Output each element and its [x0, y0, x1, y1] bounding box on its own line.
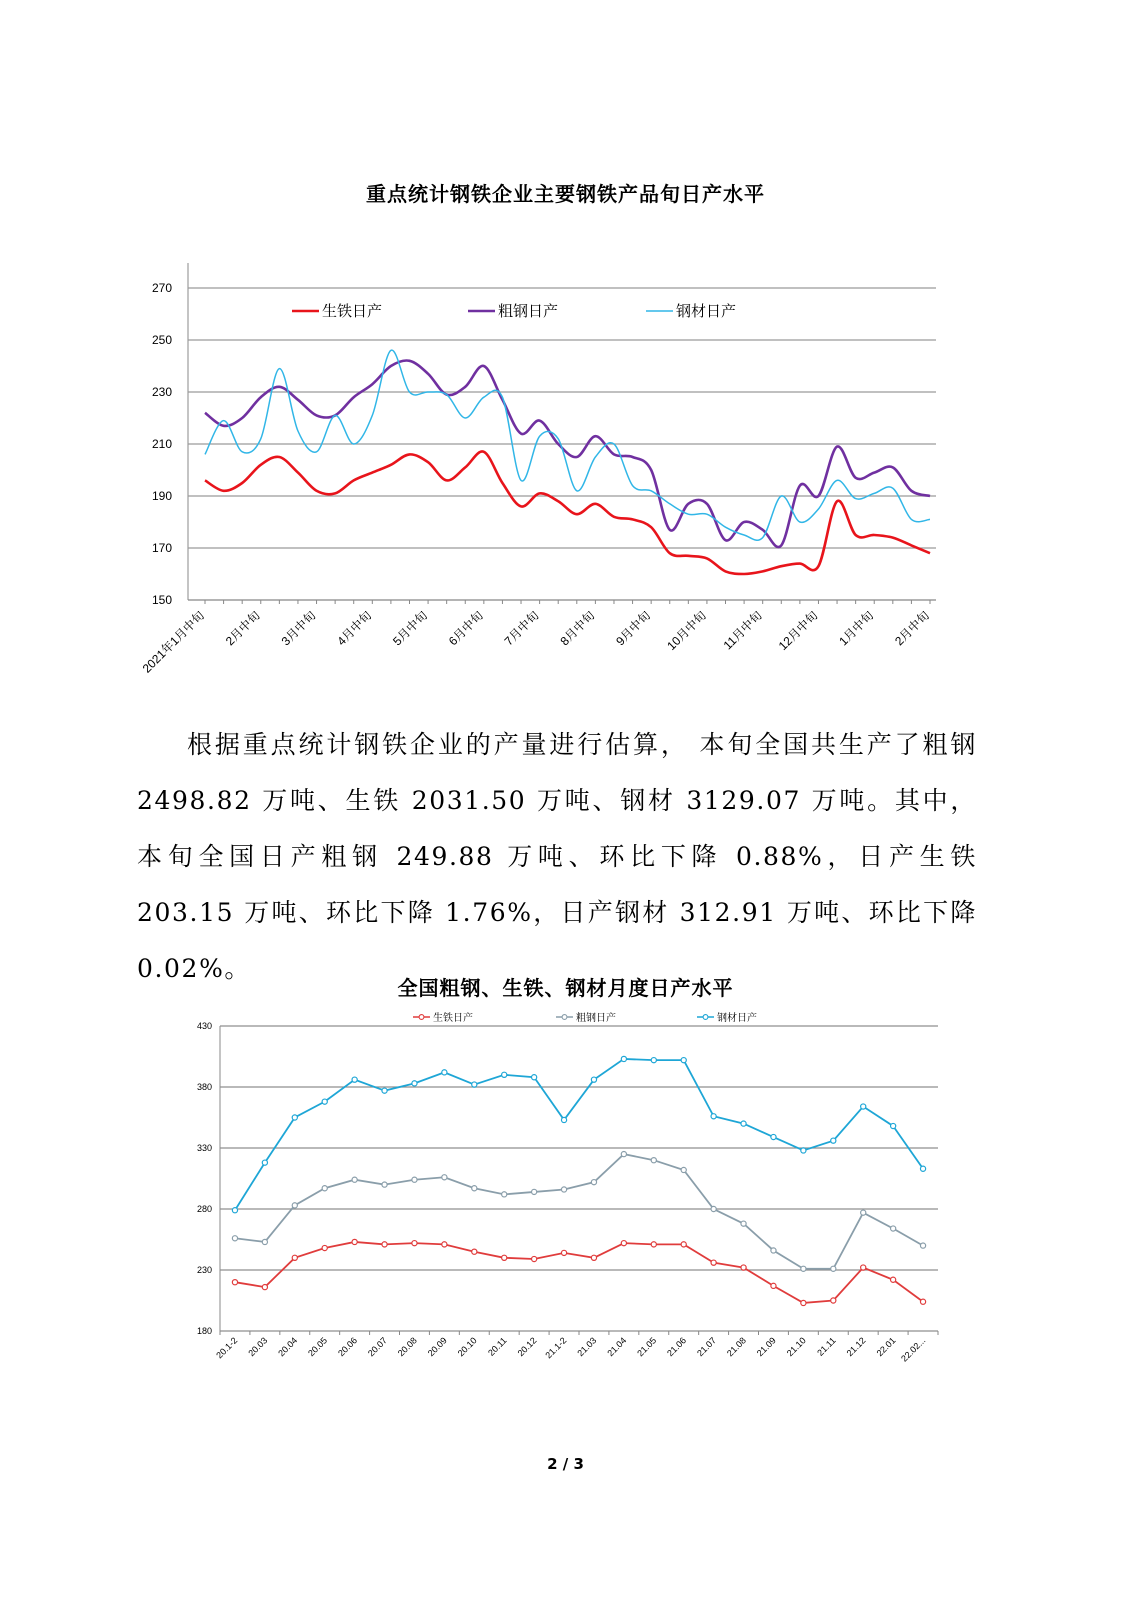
legend-label: 生铁日产 — [322, 302, 383, 320]
series-line-1 — [235, 1242, 923, 1303]
y-tick-label: 190 — [151, 489, 172, 503]
body-paragraph — [137, 717, 977, 997]
data-point — [442, 1242, 447, 1247]
legend-label: 钢材日产 — [717, 1013, 757, 1024]
data-point — [711, 1260, 716, 1265]
data-point — [801, 1266, 806, 1271]
chart1-daily-output-10day — [0, 250, 1131, 700]
series-line-1 — [205, 451, 930, 574]
data-point — [741, 1121, 746, 1126]
x-tick-label: 21.1-2 — [543, 1335, 569, 1361]
x-tick-label: 20.05 — [306, 1335, 330, 1359]
legend-label: 钢材日产 — [676, 302, 737, 320]
y-tick-label: 230 — [196, 1265, 212, 1275]
data-point — [591, 1180, 596, 1185]
data-point — [561, 1250, 566, 1255]
x-tick-label: 20.04 — [276, 1335, 300, 1359]
data-point — [651, 1058, 656, 1063]
x-tick-label: 21.09 — [754, 1335, 778, 1359]
data-point — [442, 1175, 447, 1180]
data-point — [681, 1058, 686, 1063]
data-point — [232, 1208, 237, 1213]
x-tick-label: 20.08 — [395, 1335, 419, 1359]
y-tick-label: 210 — [151, 437, 172, 451]
x-tick-label: 20.10 — [455, 1335, 479, 1359]
data-point — [412, 1081, 417, 1086]
data-point — [262, 1160, 267, 1165]
x-tick-label: 21.08 — [724, 1335, 748, 1359]
data-point — [352, 1077, 357, 1082]
x-tick-label: 10月中旬 — [664, 608, 710, 654]
x-tick-label: 5月中旬 — [390, 608, 431, 649]
data-point — [561, 1117, 566, 1122]
data-point — [771, 1134, 776, 1139]
x-tick-label: 7月中旬 — [501, 608, 542, 649]
y-tick-label: 270 — [151, 281, 172, 295]
data-point — [591, 1255, 596, 1260]
series-line-2 — [235, 1154, 923, 1269]
x-tick-label: 20.12 — [515, 1335, 539, 1359]
x-tick-label: 20.11 — [486, 1335, 509, 1358]
x-tick-label: 2月中旬 — [222, 608, 263, 649]
x-tick-label: 2月中旬 — [892, 608, 933, 649]
data-point — [561, 1187, 566, 1192]
data-point — [771, 1248, 776, 1253]
data-point — [621, 1056, 626, 1061]
data-point — [412, 1177, 417, 1182]
data-point — [502, 1255, 507, 1260]
data-point — [621, 1241, 626, 1246]
x-tick-label: 2021年1月中旬 — [139, 608, 208, 676]
x-tick-label: 20.03 — [246, 1335, 270, 1359]
y-tick-label: 150 — [151, 593, 172, 607]
data-point — [741, 1221, 746, 1226]
x-tick-label: 20.06 — [336, 1335, 360, 1359]
x-tick-label: 21.11 — [815, 1335, 838, 1358]
data-point — [472, 1082, 477, 1087]
x-tick-label: 6月中旬 — [445, 608, 486, 649]
legend-marker — [703, 1015, 708, 1020]
data-point — [322, 1245, 327, 1250]
series-line-3 — [235, 1059, 923, 1210]
legend-marker — [562, 1015, 567, 1020]
data-point — [801, 1148, 806, 1153]
x-tick-label: 3月中旬 — [278, 608, 319, 649]
data-point — [382, 1242, 387, 1247]
data-point — [920, 1166, 925, 1171]
x-tick-label: 21.03 — [575, 1335, 599, 1359]
x-tick-label: 8月中旬 — [557, 608, 598, 649]
paragraph-text: 根据重点统计钢铁企业的产量进行估算， 本旬全国共生产了粗钢 2498.82 万吨、生铁 2031.50 万吨、钢材 3129.07 万吨。其中，本旬全国日产粗钢 249.88 万吨、环比下降 0.88%，日产生铁 203.15 万吨、环比下降 1.76%，日产钢材 312.91 万吨、环比下降 0.02%。 — [137, 730, 977, 983]
data-point — [502, 1072, 507, 1077]
x-tick-label: 21.12 — [844, 1335, 868, 1359]
x-tick-label: 11月中旬 — [720, 608, 765, 653]
x-tick-label: 20.09 — [425, 1335, 449, 1359]
y-tick-label: 230 — [151, 385, 172, 399]
data-point — [262, 1239, 267, 1244]
data-point — [651, 1242, 656, 1247]
data-point — [322, 1099, 327, 1104]
data-point — [292, 1115, 297, 1120]
data-point — [741, 1265, 746, 1270]
data-point — [472, 1249, 477, 1254]
y-tick-label: 430 — [196, 1021, 212, 1031]
data-point — [861, 1265, 866, 1270]
data-point — [232, 1280, 237, 1285]
data-point — [891, 1226, 896, 1231]
data-point — [861, 1104, 866, 1109]
x-tick-label: 9月中旬 — [613, 608, 654, 649]
data-point — [861, 1210, 866, 1215]
x-tick-label: 21.10 — [784, 1335, 808, 1359]
data-point — [711, 1114, 716, 1119]
data-point — [591, 1077, 596, 1082]
data-point — [262, 1284, 267, 1289]
data-point — [322, 1186, 327, 1191]
legend-label: 粗钢日产 — [576, 1013, 616, 1024]
data-point — [831, 1266, 836, 1271]
data-point — [382, 1088, 387, 1093]
y-tick-label: 180 — [196, 1326, 212, 1336]
data-point — [681, 1167, 686, 1172]
data-point — [352, 1239, 357, 1244]
series-line-3 — [205, 350, 930, 540]
data-point — [831, 1138, 836, 1143]
data-point — [771, 1283, 776, 1288]
x-tick-label: 20.1-2 — [214, 1335, 240, 1361]
y-tick-label: 380 — [196, 1082, 212, 1092]
data-point — [681, 1242, 686, 1247]
data-point — [801, 1300, 806, 1305]
data-point — [920, 1299, 925, 1304]
chart1-title: 重点统计钢铁企业主要钢铁产品旬日产水平 — [366, 182, 765, 206]
x-tick-label: 20.07 — [365, 1335, 389, 1359]
y-tick-label: 280 — [196, 1204, 212, 1214]
y-tick-label: 170 — [151, 541, 172, 555]
legend-label: 粗钢日产 — [498, 302, 559, 320]
data-point — [472, 1186, 477, 1191]
data-point — [502, 1192, 507, 1197]
data-point — [292, 1203, 297, 1208]
data-point — [891, 1277, 896, 1282]
data-point — [651, 1158, 656, 1163]
data-point — [621, 1152, 626, 1157]
data-point — [711, 1206, 716, 1211]
y-tick-label: 250 — [151, 333, 172, 347]
legend-label: 生铁日产 — [433, 1013, 473, 1024]
series-line-2 — [205, 360, 930, 547]
data-point — [442, 1070, 447, 1075]
data-point — [831, 1298, 836, 1303]
data-point — [891, 1123, 896, 1128]
x-tick-label: 21.07 — [695, 1335, 719, 1359]
x-tick-label: 22.01 — [874, 1335, 898, 1359]
chart2-monthly-daily-output — [0, 1015, 1131, 1415]
data-point — [920, 1243, 925, 1248]
data-point — [352, 1177, 357, 1182]
data-point — [232, 1236, 237, 1241]
x-tick-label: 21.05 — [635, 1335, 659, 1359]
x-tick-label: 22.02... — [899, 1335, 928, 1364]
data-point — [412, 1241, 417, 1246]
x-tick-label: 12月中旬 — [775, 608, 821, 654]
x-tick-label: 4月中旬 — [334, 608, 375, 649]
x-tick-label: 21.06 — [665, 1335, 689, 1359]
y-tick-label: 330 — [196, 1143, 212, 1153]
data-point — [532, 1256, 537, 1261]
legend-marker — [419, 1015, 424, 1020]
data-point — [532, 1189, 537, 1194]
x-tick-label: 21.04 — [605, 1335, 629, 1359]
data-point — [532, 1075, 537, 1080]
data-point — [382, 1182, 387, 1187]
chart2-title: 全国粗钢、生铁、钢材月度日产水平 — [397, 976, 734, 1000]
x-tick-label: 1月中旬 — [836, 608, 877, 649]
data-point — [292, 1255, 297, 1260]
page-number: 2 / 3 — [547, 1455, 584, 1473]
